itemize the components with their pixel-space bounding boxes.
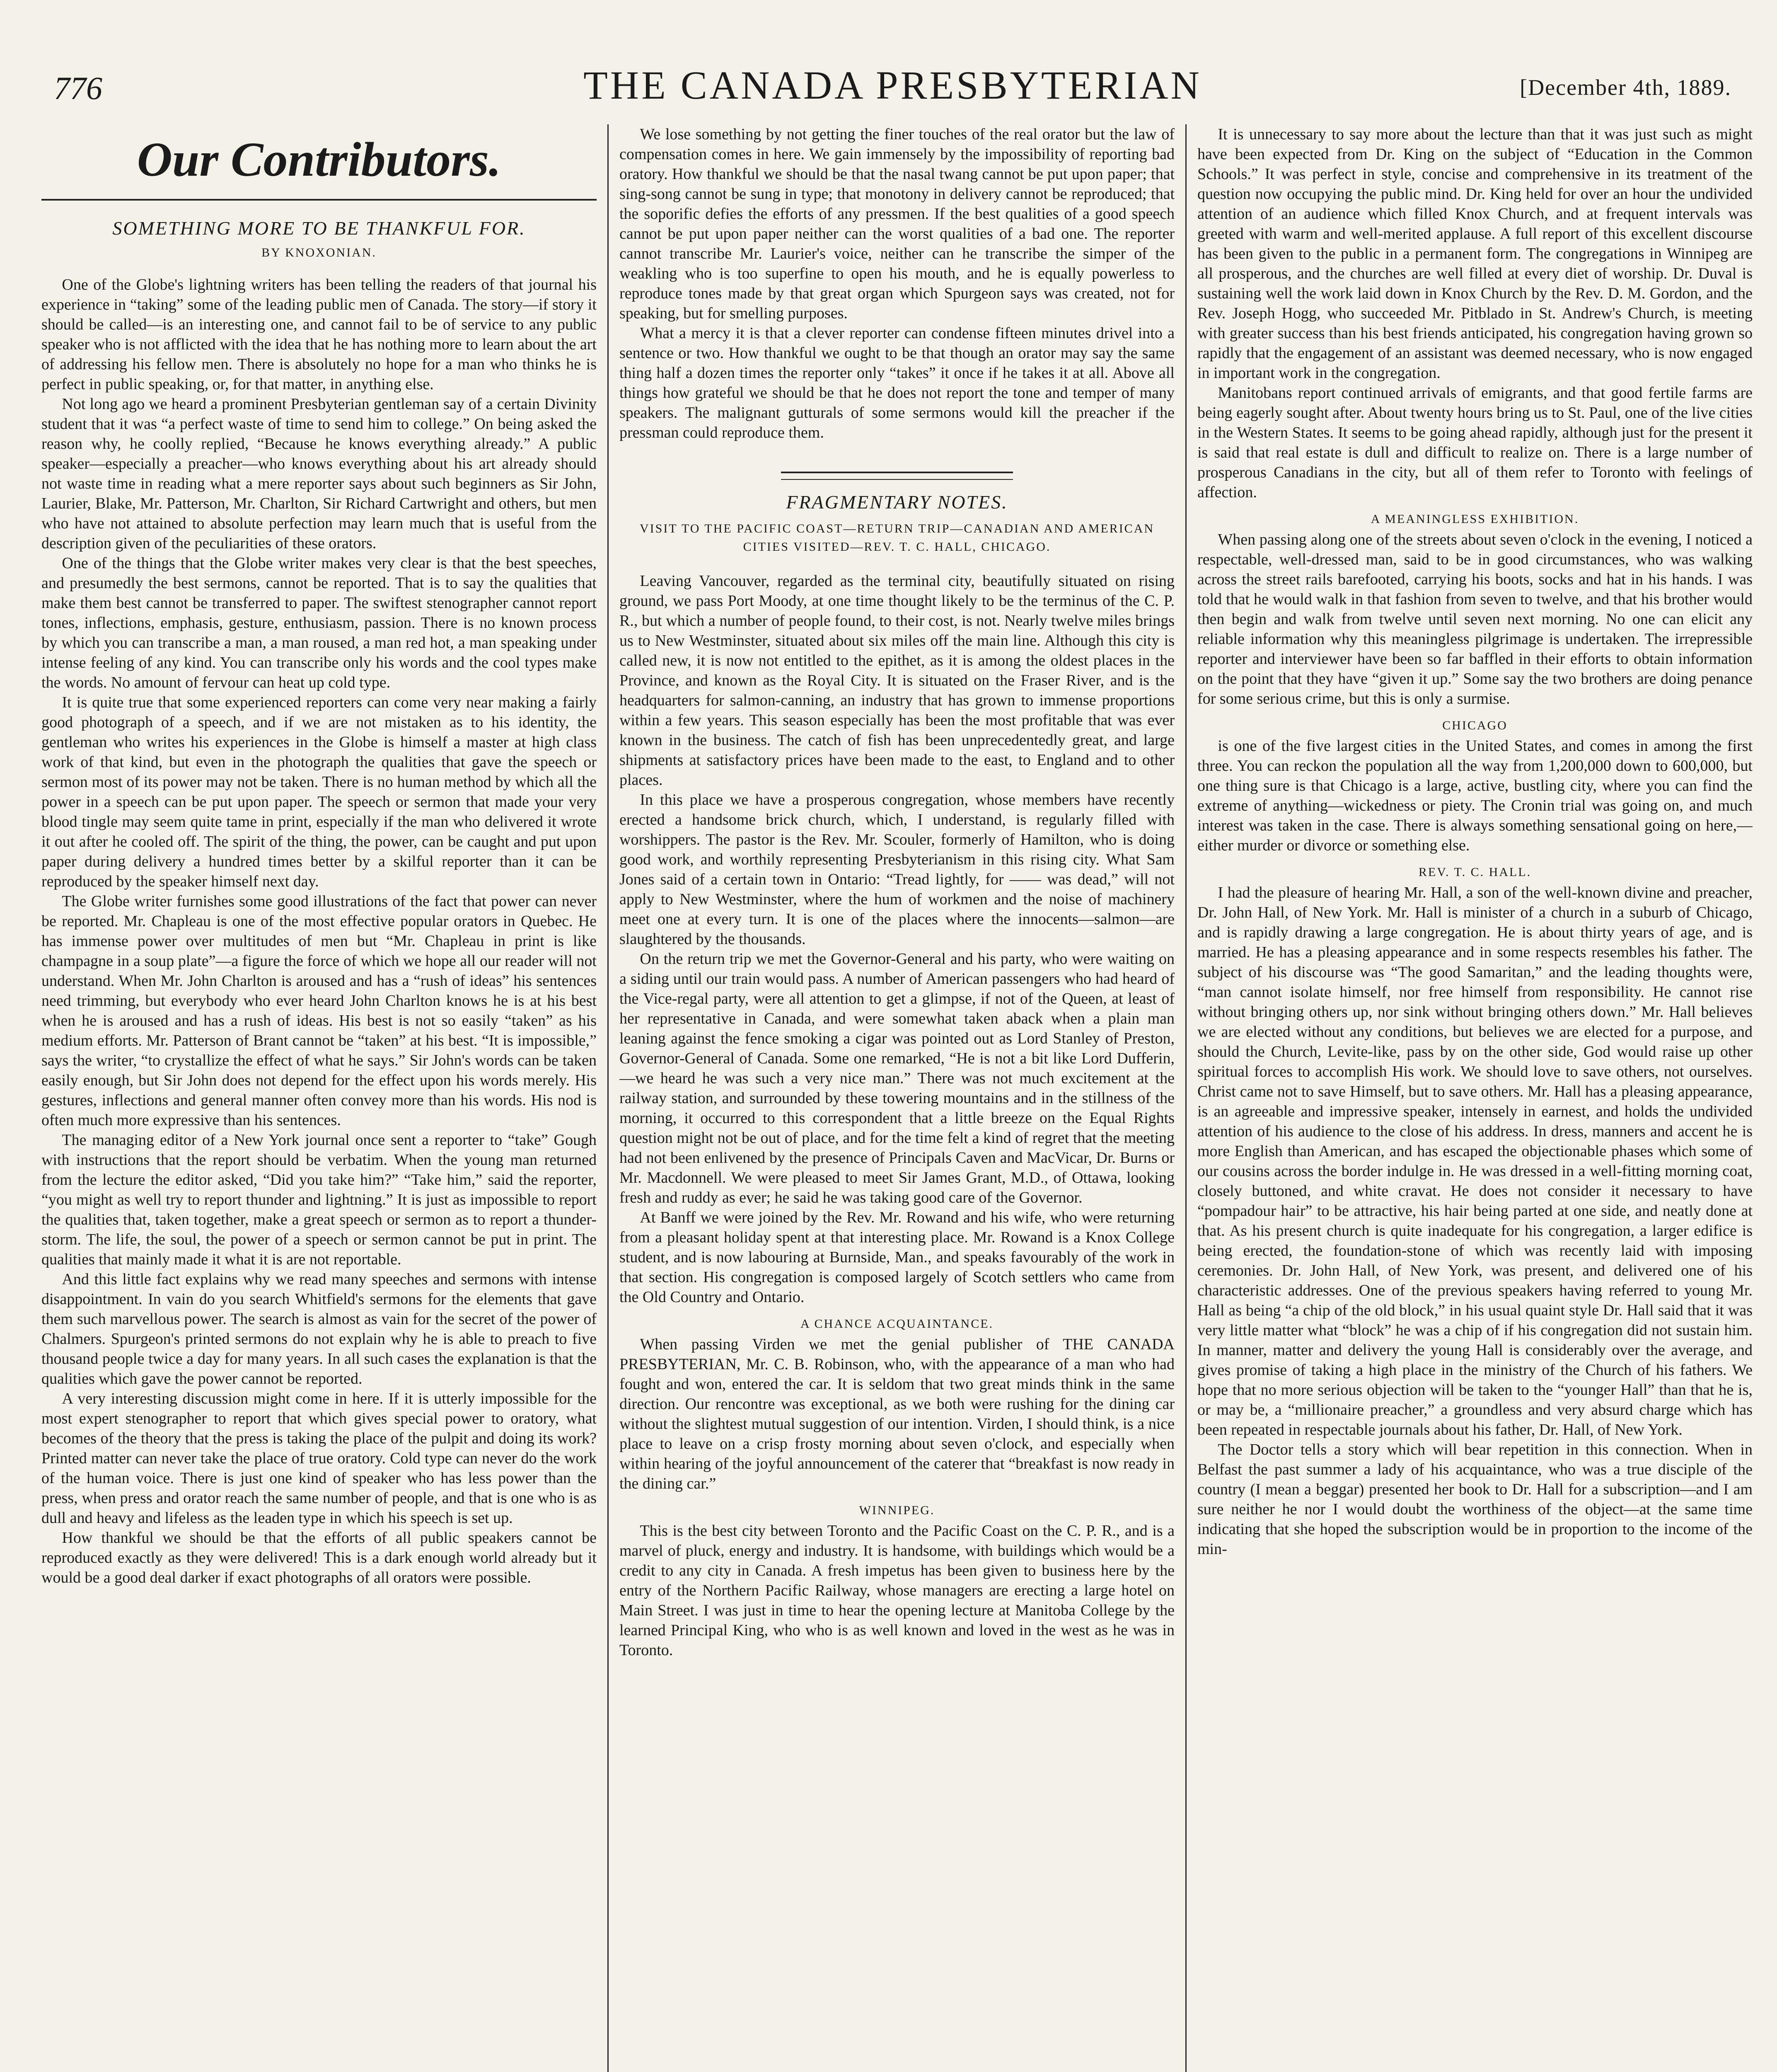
paragraph: Leaving Vancouver, regarded as the terminal city, beautifully situated on rising ground, we pass Port Moody, at one time thought likely to be the terminus of the C. P. R., but which a number of people found, to their cost, is not. Nearly twelve miles brings us to New Westminster, situated about six miles off the main line. Although this city is called new, it is now not entitled to the epithet, as it is among the oldest places in the Province, and known as the Royal City. It is situated on the Fraser River, and is the headquarters for salmon-canning, an industry that has grown to immense proportions within a few years. This season especially has been the most profitable that was ever known in the business. The catch of fish has been unprecedentedly great, and large shipments at satisfactory prices have been made to the east, to England and to other places. <box>619 572 1175 789</box>
paragraph: In this place we have a prosperous congregation, whose members have recently erected a handsome brick church, which, I understand, is regularly filled with worshippers. The pastor is the Rev. Mr. Scouler, formerly of Hamilton, who is doing good work, and worthily representing Presbyterianism in this rising city. What Sam Jones said of a certain town in Ontario: “Tread lightly, for —— was dead,” will not apply to New Westminster, where the hum of workmen and the noise of machinery meet one at every turn. It is one of the places where the innocents—salmon—are slaughtered by the thousands. <box>619 791 1175 948</box>
paragraph: This is the best city between Toronto and the Pacific Coast on the C. P. R., and is a marvel of pluck, energy and industry. It is handsome, with buildings which would be a credit to any city in Canada. A fresh impetus has been given to business here by the entry of the Northern Pacific Railway, whose managers are erecting a large hotel on Main Street. I was just in time to hear the opening lecture at Manitoba College by the learned Principal King, who who is as well known and loved in the west as he was in Toronto. <box>619 1522 1175 1659</box>
paragraph: We lose something by not getting the finer touches of the real orator but the law of compensation comes in here. We gain immensely by the impossibility of reporting bad oratory. How thankful we should be that the nasal twang cannot be put upon paper; that sing-song cannot be sung in type; that monotony in delivery cannot be reproduced; that the soporific defies the efforts of any pressmen. If the best qualities of a good speech cannot be put upon paper neither can the worst qualities of a bad one. The reporter cannot transcribe Mr. Laurier's voice, neither can he transcribe the simper of the weakling who is too superfine to open his mouth, and he is equally powerless to reproduce tones made by that great organ which Spurgeon says was created, not for speaking, but for smelling purposes. <box>619 126 1175 322</box>
column-rule <box>607 124 609 2072</box>
paragraph: On the return trip we met the Governor-General and his party, who were waiting on a siding until our train would pass. A number of American passengers who had heard of the Vice-regal party, were all attention to get a glimpse, if not of the Queen, at least of her representative in Canada, and were somewhat taken aback when a plain man leaning against the fence smoking a cigar was pointed out as Lord Stanley of Preston, Governor-General of Canada. Some one remarked, “He is not a bit like Lord Dufferin,—we heard he was such a very nice man.” There was not much excitement at the railway station, and surrounded by these towering mountains and in the stillness of the morning, it occurred to this correspondent that a little breeze on the Equal Rights question might not be out of place, and for the time felt a kind of regret that the meeting had not been enlivened by the presence of Principals Caven and MacVicar, Dr. Burns or Mr. Macdonnell. We were pleased to meet Sir James Grant, M.D., of Ottawa, looking fresh and ruddy as ever; he said he was taking good care of the Governor. <box>619 950 1175 1206</box>
paragraph: It is unnecessary to say more about the lecture than that it was just such as might have been expected from Dr. King on the subject of “Education in the Common Schools.” It was perfect in style, concise and comprehensive in its treatment of the question now occupying the public mind. Dr. King held for over an hour the undivided attention of an audience which filled Knox Church, and at frequent intervals was greeted with warm and well-merited applause. A full report of this excellent discourse has been given to the public in a permanent form. The congregations in Winnipeg are all prosperous, and the churches are well filled at every diet of worship. Dr. Duval is sustaining well the work laid down in Knox Church by the Rev. D. M. Gordon, and the Rev. Joseph Hogg, who succeeded Mr. Pitblado in St. Andrew's Church, is meeting with greater success than his best friends anticipated, his congregation having grown so rapidly that the engagement of an assistant was deemed necessary, who is now engaged in important work in the congregation. <box>1197 126 1753 382</box>
paragraph: I had the pleasure of hearing Mr. Hall, a son of the well-known divine and preacher, Dr. John Hall, of New York. Mr. Hall is minister of a church in a suburb of Chicago, and is rapidly drawing a large congregation. He is about thirty years of age, and is married. He has a pleasing appearance and in some respects resembles his father. The subject of his discourse was “The good Samaritan,” and the leading thoughts were, “man cannot isolate himself, nor free himself from responsibility. He cannot rise without bringing others up, nor sink without bringing others down.” Mr. Hall believes we are elected without any conditions, but believes we are elected for a purpose, and should the Church, Levite-like, pass by on the other side, God would raise up other spiritual forces to accomplish His work. We should love to save others, not ourselves. Christ came not to save Himself, but to save others. Mr. Hall has a pleasing appearance, is an agreeable and impressive speaker, intensely in earnest, and holds the undivided attention of his audience to the close of his address. In dress, manners and accent he is more English than American, and has escaped the objectionable phases which some of our cousins across the border indulge in. He was dressed in a well-fitting morning coat, closely buttoned, and white cravat. He does not consider it necessary to have “pompadour hair” to be attractive, his hair being parted at one side, and neatly done at that. As his present church is quite inadequate for his congregation, a larger edifice is being erected, the foundation-stone of which was recently laid with imposing ceremonies. Dr. John Hall, of New York, was present, and delivered one of his characteristic addresses. One of the previous speakers having referred to young Mr. Hall as being “a chip of the old block,” in his usual quaint style Dr. Hall said that it was very little matter what “block” he was a chip of if his congregation did not sustain him. In manner, matter and delivery the young Hall is considerably over the average, and gives promise of taking a high place in the ministry of the Church of his fathers. We hope that no more serious objection will be taken to the “younger Hall” than that he is, or may be, a “millionaire preacher,” a groundless and very absurd charge which has been repeated in respectable journals about his father, Dr. Hall, of New York. <box>1197 884 1753 1438</box>
column-2 <box>619 124 1175 2072</box>
paragraph: When passing along one of the streets about seven o'clock in the evening, I noticed a respectable, well-dressed man, said to be in good circumstances, who was walking across the street rails barefooted, carrying his boots, socks and hat in his hands. I was told that he would walk in that fashion from seven to twelve, and that his brother would then begin and walk from twelve until seven next morning. No one can elicit any reliable information why this meaningless pilgrimage is undertaken. The irrepressible reporter and interviewer have been so far baffled in their efforts to obtain information on the point that they have “given it up.” Some say the two brothers are doing penance for some serious crime, but this is only a surmise. <box>1197 531 1753 707</box>
column-3 <box>1197 124 1753 2072</box>
article-byline: BY KNOXONIAN. <box>261 246 377 259</box>
paragraph: Manitobans report continued arrivals of emigrants, and that good fertile farms are being eagerly sought after. About twenty hours bring us to St. Paul, one of the live cities in the Western States. It seems to be going ahead rapidly, although just for the present it is said that real estate is dull and difficult to realize on. There is a large number of prosperous Canadians in the city, but all of them refer to Toronto with feelings of affection. <box>1197 384 1753 501</box>
paragraph: The Globe writer furnishes some good illustrations of the fact that power can never be reported. Mr. Chapleau is one of the most effective popular orators in Quebec. He has immense power over multitudes of men but “Mr. Chapleau in print is like champagne in a soup plate”—a figure the force of which we hope all our reader will not understand. When Mr. John Charlton is aroused and has a “rush of ideas” his sentences need trimming, but everybody who ever heard John Charlton knows he is at his best when he is aroused and has a rush of ideas. His best is not so easily “taken” as his medium efforts. Mr. Patterson of Brant cannot be “taken” at his best. “It is impossible,” says the writer, “to crystallize the effect of what he says.” Sir John's words can be taken easily enough, but Sir John does not depend for the effect upon his words merely. His gestures, inflections and general manner often convey more than his words. His nod is often much more expressive than his sentences. <box>41 893 597 1129</box>
paragraph: When passing Virden we met the genial publisher of THE CANADA PRESBYTERIAN, Mr. C. B. Robinson, who, with the appearance of a man who had fought and won, entered the car. It is seldom that two great minds think in the same direction. Our rencontre was exceptional, as we both were rushing for the dining car without the slightest mutual suggestion of our intention. Virden, I should think, is a nice place to leave on a crisp frosty morning about seven o'clock, and especially when within hearing of the joyful announcement of the caterer that “breakfast is now ready in the dining car.” <box>619 1336 1175 1492</box>
section-ornament <box>619 472 1175 482</box>
issue-date: [December 4th, 1889. <box>1520 75 1731 100</box>
paragraph: At Banff we were joined by the Rev. Mr. Rowand and his wife, who were returning from a pleasant holiday spent at that interesting place. Mr. Rowand is a Knox College student, and is now labouring at Burnside, Man., and speaks favourably of the work in that section. His congregation is composed largely of Scotch settlers who came from the Old Country and Ontario. <box>619 1209 1175 1306</box>
paragraph: One of the things that the Globe writer makes very clear is that the best speeches, and presumedly the best sermons, cannot be reported. That is to say the qualities that make them best cannot be transferred to paper. The swiftest stenographer cannot report tones, inflections, emphasis, gesture, enthusiasm, passion. There is no known process by which you can transcribe a man, a man roused, a man red hot, a man speaking under intense feeling of any kind. You can transcribe only his words and the cool types make the words. No amount of fervour can heat up cold type. <box>41 554 597 691</box>
publication-title: THE CANADA PRESBYTERIAN <box>583 63 1202 107</box>
section-heading: CHICAGO <box>1442 719 1508 732</box>
paragraph: is one of the five largest cities in the United States, and comes in among the first three. You can reckon the population all the way from 1,200,000 down to 600,000, but one thing sure is that Chicago is a large, active, bustling city, where you can find the extreme of anything—wickedness or piety. The Cronin trial was going on, and much interest was taken in the case. There is always something sensational going on here,—either murder or divorce or something else. <box>1197 737 1753 854</box>
column-1 <box>41 124 597 2072</box>
paragraph: What a mercy it is that a clever reporter can condense fifteen minutes drivel into a sentence or two. How thankful we ought to be that though an orator may say the same thing half a dozen times the reporter only “takes” it once if he takes it at all. Above all things how grateful we should be that he does not report the tone and temper of many speakers. The malignant gutturals of some sermons would kill the preacher if the pressman could reproduce them. <box>619 324 1175 441</box>
department-heading: Our Contributors. <box>137 132 501 186</box>
heading-rule <box>41 199 597 201</box>
paragraph: How thankful we should be that the efforts of all public speakers cannot be reproduced exactly as they were delivered! This is a dark enough world already but it would be a good deal darker if exact photographs of all orators were possible. <box>41 1529 597 1586</box>
paragraph: A very interesting discussion might come in here. If it is utterly impossible for the most expert stenographer to report that which gives special power to oratory, what becomes of the theory that the press is taking the place of the pulpit and doing its work? Printed matter can never take the place of true oratory. Cold type can never do the work of the human voice. There is just one kind of speaker who has less power than the press, when press and orator reach the same number of people, and that is one who is as dull and heavy and lifeless as the leaden type in which his speech is set up. <box>41 1390 597 1527</box>
paragraph: Not long ago we heard a prominent Presbyterian gentleman say of a certain Divinity student that it was “a perfect waste of time to send him to college.” On being asked the reason why, he coolly replied, “Because he knows everything already.” A public speaker—especially a preacher—who knows everything about his art already should not waste time in reading what a mere reporter says about such beginners as Sir John, Laurier, Blake, Mr. Patterson, Mr. Charlton, Sir Richard Cartwright and others, but men who have not attained to absolute perfection may learn much that is useful from the description given of the peculiarities of these orators. <box>41 395 597 552</box>
section-heading: A CHANCE ACQUAINTANCE. <box>800 1317 994 1331</box>
section-heading: WINNIPEG. <box>859 1503 935 1517</box>
paragraph: The managing editor of a New York journal once sent a reporter to “take” Gough with instructions that the report should be verbatim. When the young man returned from the lecture the editor asked, “Did you take him?” “Take him,” said the reporter, “you might as well try to report thunder and lightning.” It is just as impossible to report the qualities that, taken together, make a great speech or sermon as to report a thunder-storm. The life, the soul, the power of a speech or sermon cannot be put in print. The qualities that mainly made it what it is are not reportable. <box>41 1131 597 1268</box>
columns <box>41 124 1753 2072</box>
article-deck: VISIT TO THE PACIFIC COAST—RETURN TRIP—CANADIAN AND AMERICAN CITIES VISITED—REV. T. C. HALL, CHICAGO. <box>639 522 1155 554</box>
page-header <box>54 62 1731 124</box>
page-number: 776 <box>54 70 102 106</box>
paragraph: The Doctor tells a story which will bear repetition in this connection. When in Belfast the past summer a lady of his acquaintance, who was a true disciple of the country (I mean a beggar) presented her book to Dr. Hall for a subscription—and I am sure neither he nor I would doubt the worthiness of the object—at the same time indicating that she hoped the subscription would be in proportion to the income of the min- <box>1197 1441 1753 1558</box>
article-title: SOMETHING MORE TO BE THANKFUL FOR. <box>112 218 526 239</box>
paragraph: One of the Globe's lightning writers has been telling the readers of that journal his experience in “taking” some of the leading public men of Canada. The story—if story it should be called—is an interesting one, and cannot fail to be of service to any public speaker who is not afflicted with the idea that he has nothing more to learn about the art of addressing his fellow men. There is absolutely no hope for a man who thinks he is perfect in public speaking, or, for that matter, in anything else. <box>41 276 597 393</box>
paragraph: It is quite true that some experienced reporters can come very near making a fairly good photograph of a speech, and if we are not mistaken as to his identity, the gentleman who writes his experiences in the Globe is himself a master at high class work of that kind, but even in the photograph the qualities that gave the speech or sermon most of its power may not be taken. There is no human method by which all the power in a speech can be put upon paper. The speech or sermon that made your very blood tingle may seem quite tame in print, especially if the man who delivered it wrote it out after he cooled off. The spirit of the thing, the power, can be caught and put upon paper during delivery a hundred times better by a skilful reporter than it can be reproduced by the speaker himself next day. <box>41 694 597 890</box>
paragraph: And this little fact explains why we read many speeches and sermons with intense disappointment. In vain do you search Whitfield's sermons for the elements that gave them such marvellous power. The search is almost as vain for the secret of the power of Chalmers. Spurgeon's printed sermons do not explain why he is able to preach to five thousand people twice a day for many years. In all such cases the explanation is that the qualities which gave the power cannot be reported. <box>41 1271 597 1387</box>
section-heading: REV. T. C. HALL. <box>1418 865 1532 879</box>
section-heading: A MEANINGLESS EXHIBITION. <box>1371 512 1579 526</box>
column-rule <box>1185 124 1187 2072</box>
article-title: FRAGMENTARY NOTES. <box>786 491 1008 513</box>
